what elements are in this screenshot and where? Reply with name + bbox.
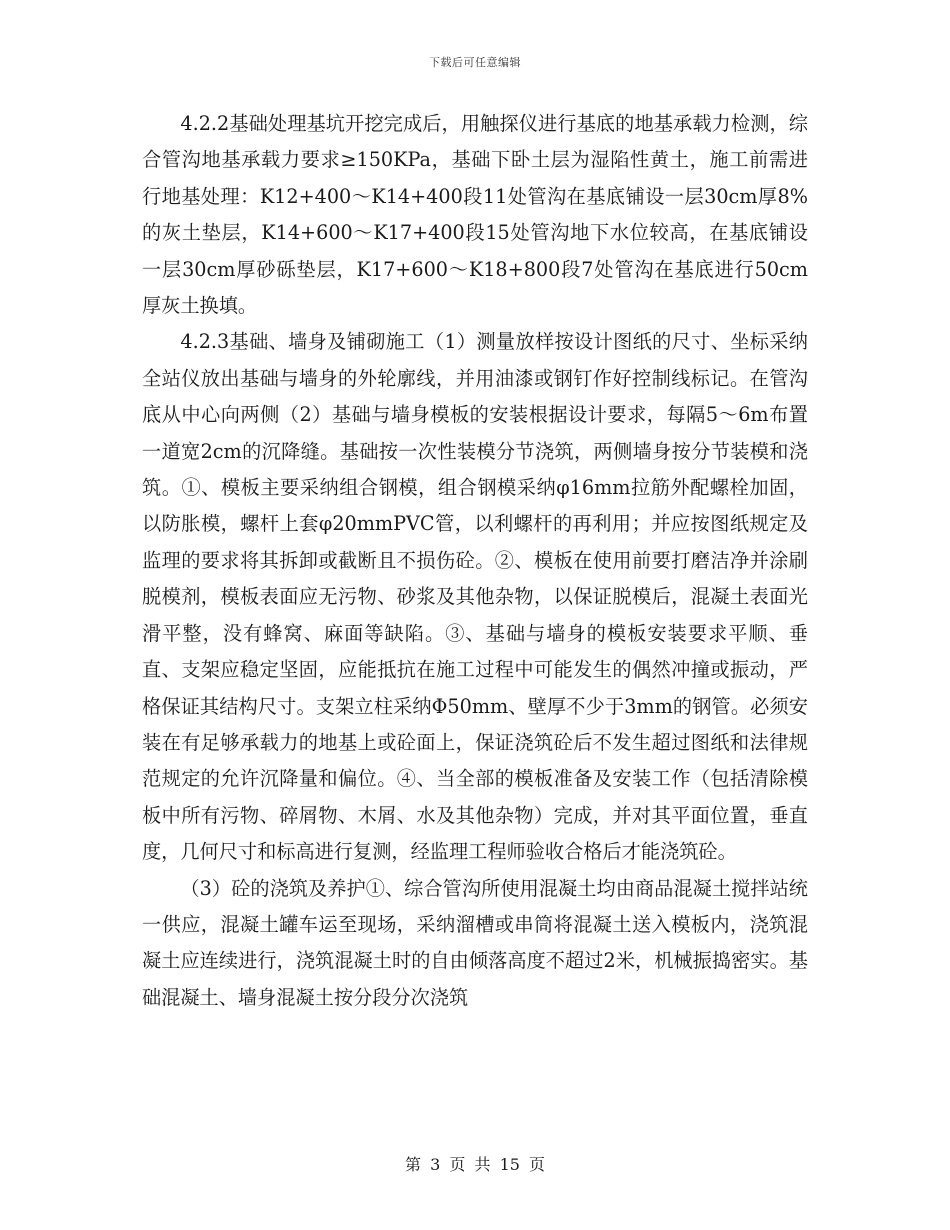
- footer-total-unit: 页: [529, 1155, 546, 1174]
- footer-total-prefix: 共: [474, 1155, 491, 1174]
- paragraph-concrete-pouring: （3）砼的浇筑及养护①、综合管沟所使用混凝土均由商品混凝土搅拌站统一供应，混凝土罐车运至现场，采纳溜槽或串筒将混凝土送入模板内，浇筑混凝土应连续进行，浇筑混凝土时的自由倾落高度不超过2米，机械振捣密实。基础混凝土、墙身混凝土按分段分次浇筑: [142, 876, 808, 1009]
- page-header: 下载后可任意编辑: [429, 56, 521, 69]
- document-body: [142, 106, 808, 1016]
- paragraph-4-2-2: 4.2.2基础处理基坑开挖完成后，用触探仪进行基底的地基承载力检测，综合管沟地基承载力要求≥150KPa，基础下卧土层为湿陷性黄土，施工前需进行地基处理：K12+400～K14+400段11处管沟在基底铺设一层30cm厚8%的灰土垫层，K14+600～K17+400段15处管沟地下水位较高，在基底铺设一层30cm厚砂砾垫层，K17+600～K18+800段7处管沟在基底进行50cm厚灰土换填。: [142, 112, 809, 318]
- footer-current-page: 3: [430, 1155, 441, 1174]
- footer-total-pages: 15: [499, 1155, 520, 1174]
- footer-page-unit: 页: [449, 1155, 466, 1174]
- page-number-footer: [0, 1152, 950, 1175]
- footer-prefix: 第: [404, 1155, 421, 1174]
- paragraph-4-2-3: 4.2.3基础、墙身及铺砌施工（1）测量放样按设计图纸的尺寸、坐标采纳全站仪放出基础与墙身的外轮廓线，并用油漆或钢钉作好控制线标记。在管沟底从中心向两侧（2）基础与墙身模板的安装根据设计要求，每隔5～6m布置一道宽2cm的沉降缝。基础按一次性装模分节浇筑，两侧墙身按分节装模和浇筑。①、模板主要采纳组合钢模，组合钢模采纳φ16mm拉筋外配螺栓加固，以防胀模，螺杆上套φ20mmPVC管，以利螺杆的再利用；并应按图纸规定及监理的要求将其拆卸或截断且不损伤砼。②、模板在使用前要打磨洁净并涂刷脱模剂，模板表面应无污物、砂浆及其他杂物，以保证脱模后，混凝土表面光滑平整，没有蜂窝、麻面等缺陷。③、基础与墙身的模板安装要求平顺、垂直、支架应稳定坚固，应能抵抗在施工过程中可能发生的偶然冲撞或振动，严格保证其结构尺寸。支架立柱采纳Φ50mm、壁厚不少于3mm的钢管。必须安装在有足够承载力的地基上或砼面上，保证浇筑砼后不发生超过图纸和法律规范规定的允许沉降量和偏位。④、当全部的模板准备及安装工作（包括清除模板中所有污物、碎屑物、木屑、水及其他杂物）完成，并对其平面位置，垂直度，几何尺寸和标高进行复测，经监理工程师验收合格后才能浇筑砼。: [142, 330, 808, 864]
